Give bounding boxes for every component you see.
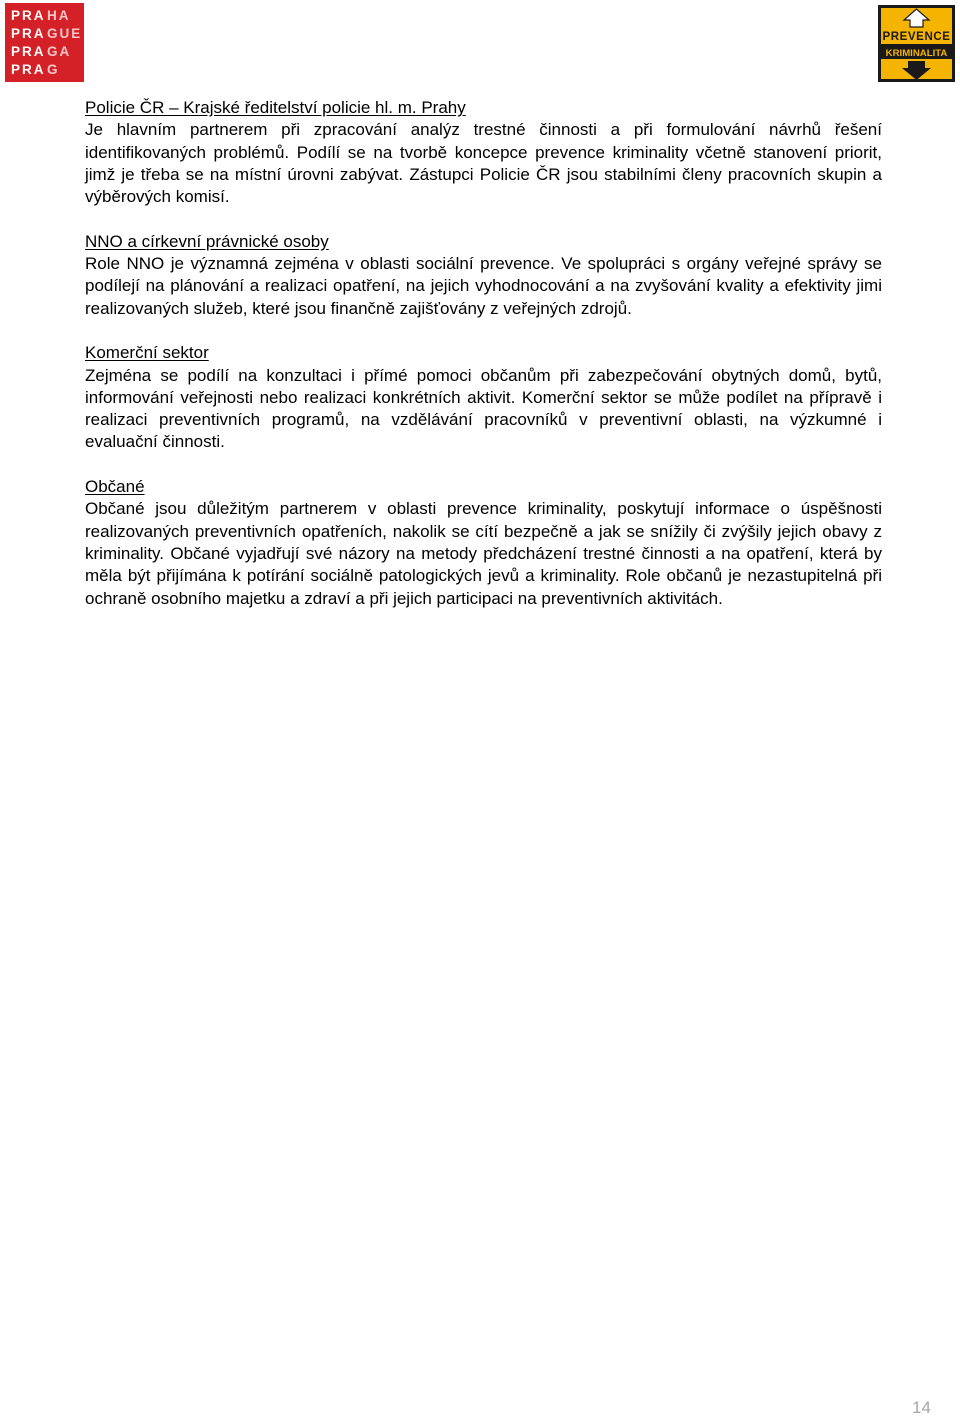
praha-logo-row xyxy=(11,61,84,79)
section-paragraph: Je hlavním partnerem při zpracování analýz trestné činnosti a při formulování návrhů řešení identifikovaných problémů. Podílí se na tvorbě koncepce prevence kriminality včetně stanovení priorit, jimž je třeba se na místní úrovni zabývat. Zástupci Policie ČR jsou stabilními členy pracovních skupin a výběrových komisí. xyxy=(85,120,882,207)
section-obcane xyxy=(85,476,882,610)
page-number: 14 xyxy=(912,1398,931,1417)
section-nno xyxy=(85,231,882,320)
section-paragraph: Občané jsou důležitým partnerem v oblasti prevence kriminality, poskytují informace o úspěšnosti realizovaných preventivních opatřeních, nakolik se cítí bezpečně a jak se snížily či zvýšily jejich obavy z kriminality. Občané vyjadřují své názory na metody předcházení trestné činnosti a na opatření, která by měla být přijímána k potírání sociálně patologických jevů a kriminality. Role občanů je nezastupitelná při ochraně osobního majetku a zdraví a při jejich participaci na preventivních aktivitách. xyxy=(85,499,882,608)
section-heading: NNO a církevní právnické osoby xyxy=(85,231,329,251)
praha-logo-text: HA xyxy=(47,8,71,23)
section-paragraph: Role NNO je významná zejména v oblasti sociální prevence. Ve spolupráci s orgány veřejné správy se podílejí na plánování a realizaci opatření, na jejich vyhodnocování a na zvyšování kvality a efektivity jimi realizovaných služeb, které jsou finančně zajišťovány z veřejných zdrojů. xyxy=(85,254,882,318)
section-heading: Policie ČR – Krajské ředitelství policie hl. m. Prahy xyxy=(85,98,466,117)
section-policie xyxy=(85,97,882,208)
section-paragraph: Zejména se podílí na konzultaci i přímé pomoci občanům při zabezpečování obytných domů, bytů, informování veřejnosti nebo realizaci konkrétních aktivit. Komerční sektor se může podílet na přípravě i realizaci preventivních programů, na vzdělávání pracovníků v preventivní oblasti, na výzkumné i evaluační činnosti. xyxy=(85,365,882,452)
praha-logo-row xyxy=(11,7,84,25)
praha-logo-text: GUE xyxy=(47,26,83,41)
praha-logo-text: PRA xyxy=(11,26,46,41)
section-heading: Komerční sektor xyxy=(85,343,209,363)
prevence-kriminality-logo xyxy=(878,5,955,82)
document-body xyxy=(85,97,882,632)
praha-logo-text: PRA xyxy=(11,8,46,23)
praha-logo-text: PRA xyxy=(11,44,46,59)
logo-line2: KRIMINALITA xyxy=(885,48,948,59)
section-heading: Občané xyxy=(85,477,145,497)
praha-logo-text: PRA xyxy=(11,62,46,77)
praha-logo xyxy=(5,3,84,82)
praha-logo-text: GA xyxy=(47,44,72,59)
praha-logo-text: G xyxy=(47,62,60,77)
praha-logo-row xyxy=(11,43,84,61)
praha-logo-row xyxy=(11,25,84,43)
section-komercni-sektor xyxy=(85,342,882,453)
logo-line1: PREVENCE xyxy=(882,31,951,43)
